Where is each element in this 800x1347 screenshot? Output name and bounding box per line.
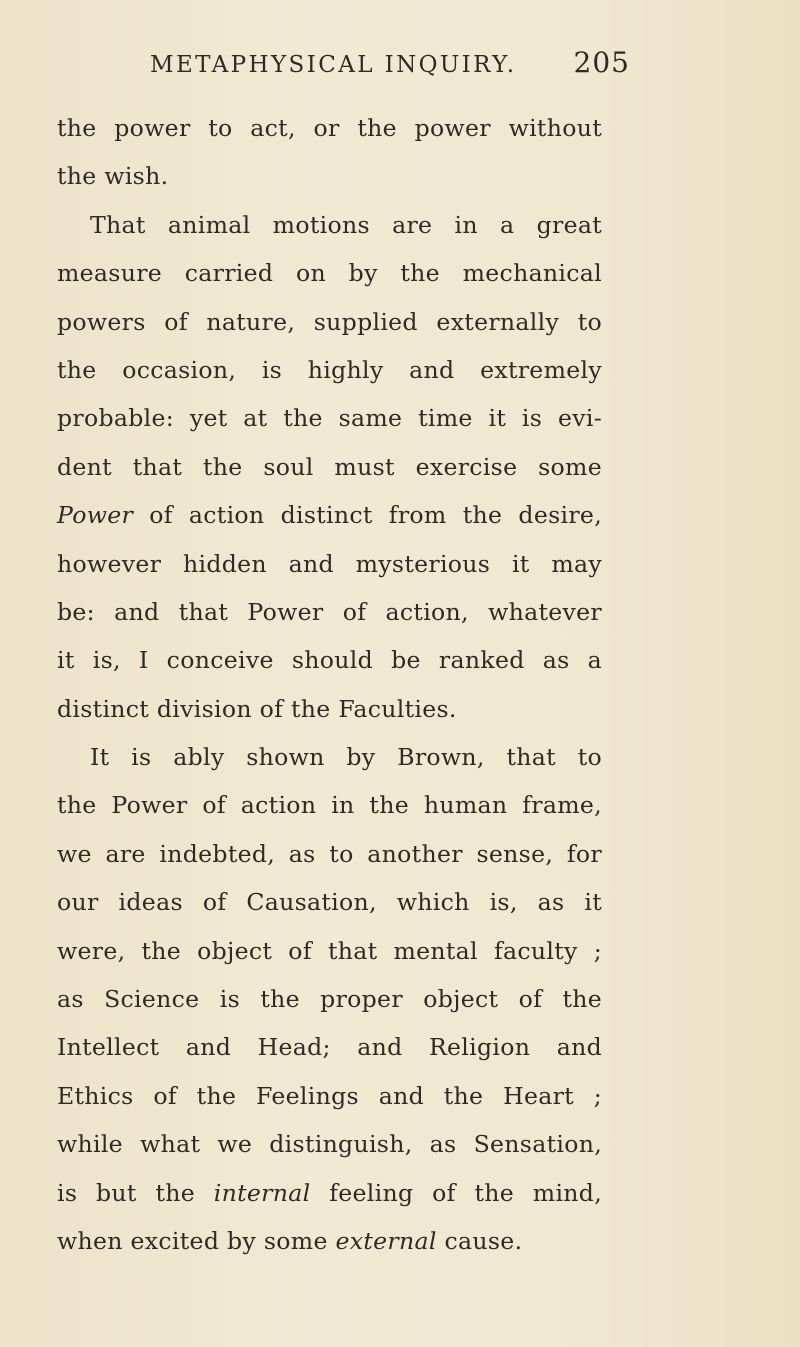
text-line: our ideas of Causation, which is, as it — [57, 888, 602, 917]
text-segment: is but the — [57, 1178, 214, 1207]
text-segment: of action distinct from the desire, — [133, 501, 602, 530]
text-line: as Science is the proper object of the — [57, 985, 602, 1014]
text-line: it is, I conceive should be ranked as a — [57, 646, 602, 675]
text-line: while what we distinguish, as Sensation, — [57, 1130, 602, 1159]
text-line: It is ably shown by Brown, that to — [90, 743, 602, 772]
italic-word: external — [335, 1226, 437, 1255]
text-line: Intellect and Head; and Religion and — [57, 1033, 602, 1062]
text-line: we are indebted, as to another sense, for — [57, 839, 602, 868]
text-line: distinct division of the Faculties. — [57, 694, 457, 723]
running-title: METAPHYSICAL INQUIRY. — [150, 52, 517, 78]
text-line: dent that the soul must exercise some — [57, 452, 602, 481]
italic-word: internal — [213, 1178, 311, 1207]
text-line — [57, 1217, 602, 1265]
text-line: measure carried on by the mechanical — [57, 259, 602, 288]
body-text — [57, 104, 602, 1265]
text-segment: feeling of the mind, — [310, 1178, 603, 1207]
text-line: the power to act, or the power without — [57, 114, 602, 142]
text-line — [57, 1169, 602, 1217]
text-segment: cause. — [436, 1226, 523, 1255]
text-line: however hidden and mysterious it may — [57, 549, 602, 578]
text-line — [57, 491, 602, 539]
text-line: That animal motions are in a great — [90, 210, 602, 239]
text-line: the occasion, is highly and extremely — [57, 355, 602, 384]
text-line: powers of nature, supplied externally to — [57, 307, 602, 336]
text-segment: when excited by some — [57, 1226, 336, 1255]
text-line: were, the object of that mental faculty ; — [57, 936, 602, 965]
text-line: Ethics of the Feelings and the Heart ; — [57, 1081, 602, 1110]
page-number: 205 — [573, 46, 630, 79]
text-line: probable: yet at the same time it is evi- — [57, 404, 602, 433]
text-line: the Power of action in the human frame, — [57, 791, 602, 820]
italic-word: Power — [57, 501, 134, 530]
page-header — [150, 46, 630, 86]
text-line: the wish. — [57, 162, 169, 191]
text-line: be: and that Power of action, whatever — [57, 597, 602, 626]
